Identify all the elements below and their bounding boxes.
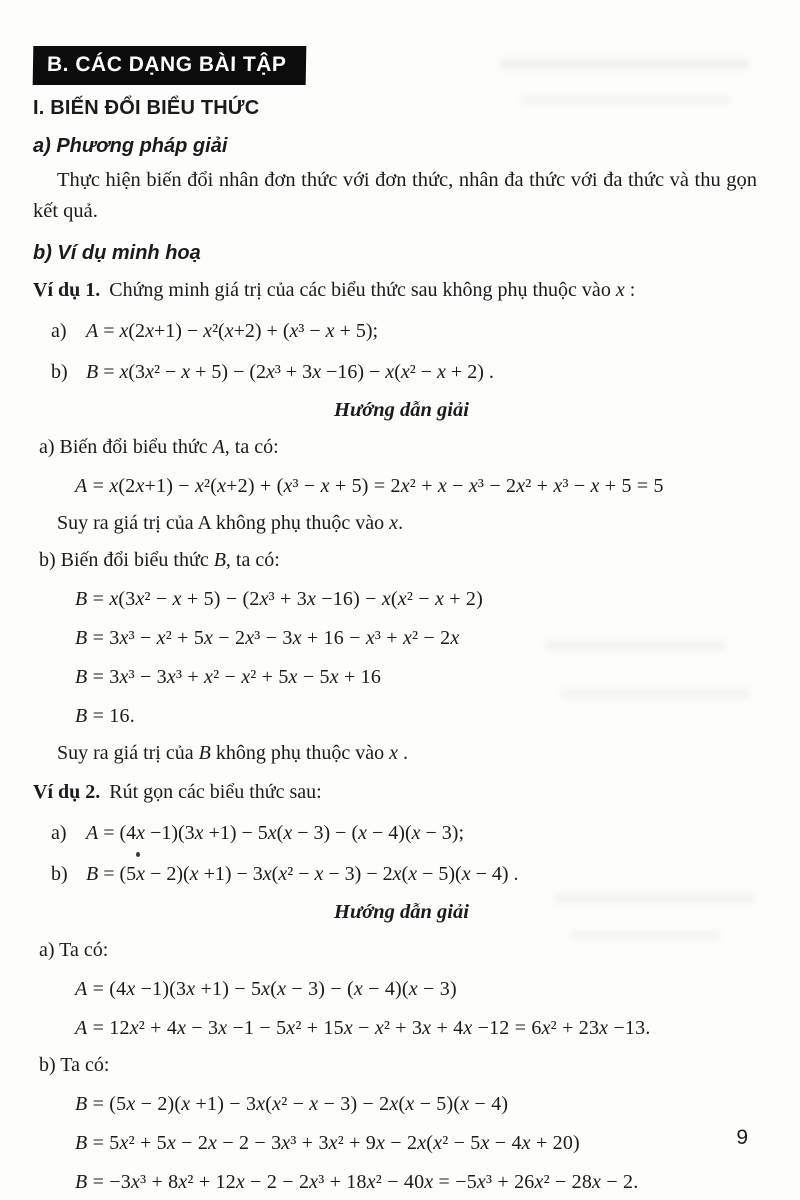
example1-solution-a-equation: A = x(2x+1) − x²(x+2) + (x³ − x + 5) = 2x² + x − x³ − 2x² + x³ − x + 5 = 5 — [75, 475, 664, 498]
item-marker: a) — [51, 319, 67, 342]
item-expression: A = x(2x+1) − x²(x+2) + (x³ − x + 5); — [86, 319, 379, 342]
example2-prompt: Rút gọn các biểu thức sau: — [109, 781, 322, 804]
example1-item-a — [51, 317, 770, 345]
section-header-box — [33, 46, 307, 85]
item-expression: B = (5x − 2)(x +1) − 3x(x² − x − 3) − 2x(x − 5)(x − 4) . — [86, 863, 519, 886]
example2-solution-a-step: A = (4x −1)(3x +1) − 5x(x − 3) − (x − 4)(x − 3) — [75, 977, 457, 1000]
example2-label: Ví dụ 2. — [33, 781, 101, 804]
example1-prompt: Chứng minh giá trị của các biểu thức sau không phụ thuộc vào x : — [109, 278, 636, 301]
example2-solution-b-step: B = 5x² + 5x − 2x − 2 − 3x³ + 3x² + 9x − 2x(x² − 5x − 4x + 20) — [75, 1131, 580, 1154]
example2-prompt-line — [33, 779, 770, 806]
examples-heading: b) Ví dụ minh hoạ — [33, 241, 201, 264]
example1-solution-b-step: B = 3x³ − x² + 5x − 2x³ − 3x + 16 − x³ + x² − 2x — [75, 627, 460, 650]
example2-solution-b-intro: b) Ta có: — [39, 1053, 110, 1076]
item-expression: B = x(3x² − x + 5) − (2x³ + 3x −16) − x(x² − x + 2) . — [86, 360, 494, 383]
example2-solution-a-intro: a) Ta có: — [39, 938, 109, 961]
scan-artifact-dot — [136, 852, 140, 857]
item-marker: a) — [51, 822, 67, 845]
example1-label: Ví dụ 1. — [33, 278, 101, 301]
example2-solution-a-step: A = 12x² + 4x − 3x −1 − 5x² + 15x − x² + 3x + 4x −12 = 6x² + 23x −13. — [75, 1016, 651, 1039]
example1-solution-a-intro: a) Biến đổi biểu thức A, ta có: — [39, 436, 279, 459]
solution-heading: Hướng dẫn giải — [334, 901, 469, 924]
example2-solution-b-step: B = (5x − 2)(x +1) − 3x(x² − x − 3) − 2x(x − 5)(x − 4) — [75, 1092, 509, 1115]
example1-solution-b-note: Suy ra giá trị của B không phụ thuộc vào x . — [57, 742, 409, 765]
method-text: Thực hiện biến đổi nhân đơn thức với đơn thức, nhân đa thức với đa thức và thu gọn kết quả. — [33, 169, 757, 222]
item-marker: b) — [51, 863, 68, 886]
example1-solution-a-note: Suy ra giá trị của A không phụ thuộc vào x. — [57, 512, 404, 535]
item-marker: b) — [51, 360, 68, 383]
page-number: 9 — [736, 1126, 748, 1149]
example1-solution-b-intro: b) Biến đổi biểu thức B, ta có: — [39, 549, 280, 572]
example1-solution-b-step: B = x(3x² − x + 5) − (2x³ + 3x −16) − x(x² − x + 2) — [75, 588, 483, 611]
example1-item-b — [51, 358, 770, 386]
example2-item-b — [51, 860, 770, 888]
scan-artifact — [500, 58, 750, 70]
example1-solution-b-step: B = 16. — [75, 705, 135, 728]
method-heading: a) Phương pháp giải — [33, 135, 228, 157]
example1-solution-b-step: B = 3x³ − 3x³ + x² − x² + 5x − 5x + 16 — [75, 666, 382, 689]
item-expression: A = (4x −1)(3x +1) − 5x(x − 3) − (x − 4)(x − 3); — [86, 822, 465, 845]
section-header-text: B. CÁC DẠNG BÀI TẬP — [46, 53, 287, 76]
example1-prompt-line — [33, 277, 770, 304]
section-title: I. BIẾN ĐỔI BIỂU THỨC — [33, 97, 260, 119]
example2-solution-b-step: B = −3x³ + 8x² + 12x − 2 − 2x³ + 18x² − 40x = −5x³ + 26x² − 28x − 2. — [75, 1170, 639, 1193]
solution-heading: Hướng dẫn giải — [334, 398, 469, 421]
example2-item-a — [51, 819, 770, 847]
